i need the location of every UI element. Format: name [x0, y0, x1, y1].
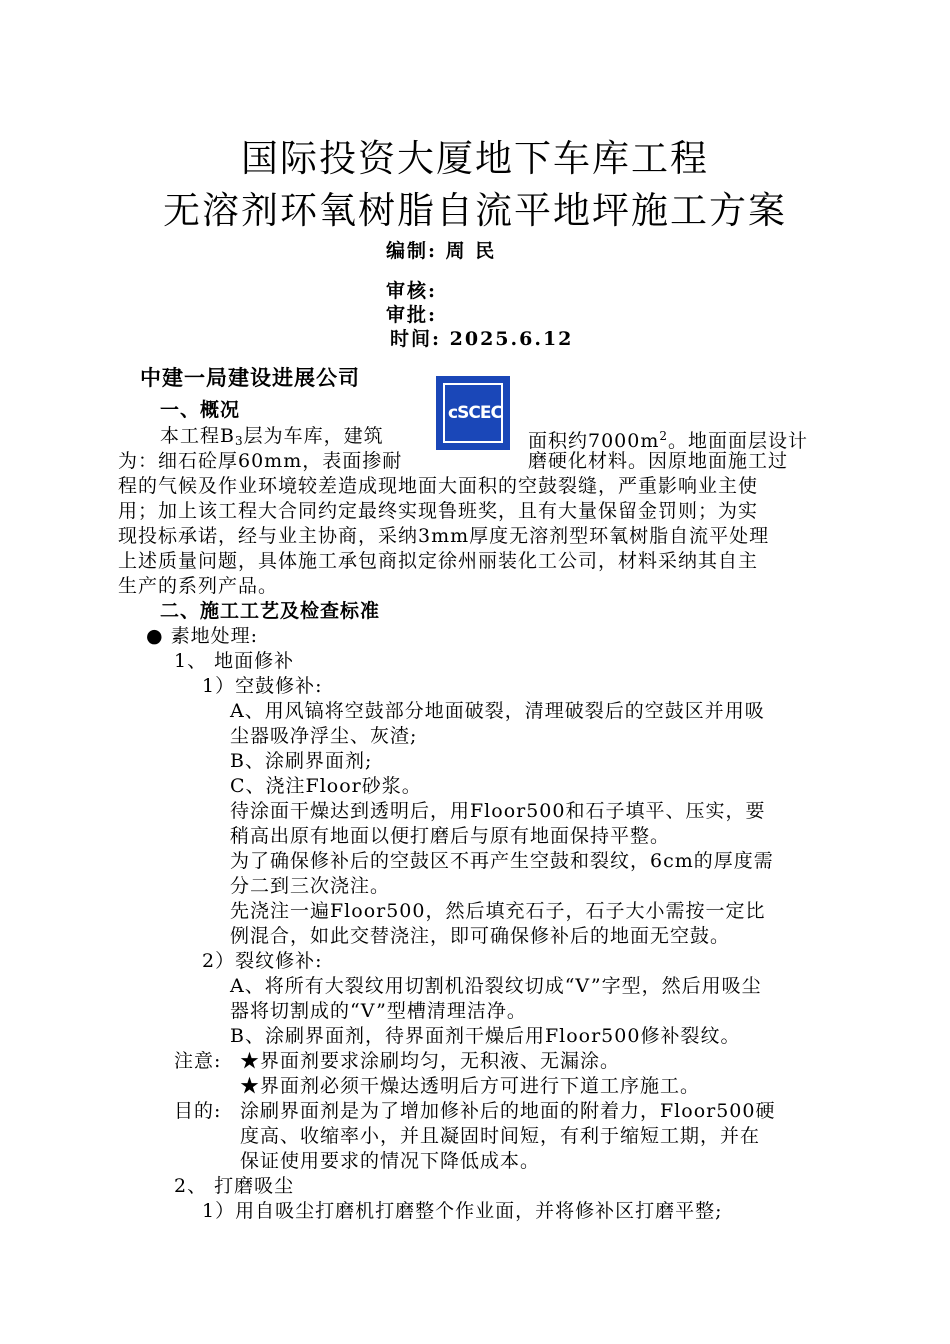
sub1-heading: 1）空鼓修补:: [202, 675, 323, 697]
sub1-line: 稍高出原有地面以便打磨后与原有地面保持平整。: [230, 825, 671, 847]
section1-paragraph-start: 本工程$B_3$层为车库，建筑: [160, 425, 384, 448]
document-title-line1: 国际投资大厦地下车库工程: [241, 137, 709, 180]
sub1-line: 为了确保修补后的空鼓区不再产生空鼓和裂纹，6cm的厚度需: [230, 850, 774, 872]
section1-line: 用；加上该工程大合同约定最终实现鲁班奖，且有大量保留金罚则；为实: [118, 500, 759, 522]
sub1-line: A、用风镐将空鼓部分地面破裂，清理破裂后的空鼓区并用吸: [230, 700, 765, 722]
section1-heading: 一、概况: [160, 399, 241, 421]
sub1-line: 分二到三次浇注。: [230, 875, 391, 897]
section1-line: 上述质量问题，具体施工承包商拟定徐州丽装化工公司，材料采纳其自主: [118, 550, 759, 572]
section1-line: 现投标承诺，经与业主协商，采纳3mm厚度无溶剂型环氧树脂自流平处理: [118, 525, 770, 547]
sub1-line: 先浇注一遍Floor500，然后填充石子，石子大小需按一定比: [230, 900, 766, 922]
reviewer-line: 审核:: [386, 280, 438, 302]
document-title-line2: 无溶剂环氧树脂自流平地坪施工方案: [163, 189, 787, 232]
sub1-line: B、涂刷界面剂;: [230, 750, 373, 772]
sub2-line: A、将所有大裂纹用切割机沿裂纹切成“V”字型，然后用吸尘: [230, 975, 762, 997]
section2-heading: 二、施工工艺及检查标准: [160, 600, 381, 622]
sub2-heading: 2）裂纹修补:: [202, 950, 323, 972]
purpose-line: 涂刷界面剂是为了增加修补后的地面的附着力，Floor500硬: [240, 1100, 776, 1122]
sub2-line: 器将切割成的“V”型槽清理洁净。: [230, 1000, 527, 1022]
section1-line: 程的气候及作业环境较差造成现地面大面积的空鼓裂缝，严重影响业主使: [118, 475, 759, 497]
cscec-logo: [436, 376, 510, 450]
note-label: 注意:: [174, 1050, 222, 1072]
compiler-line: 编制: 周 民: [386, 240, 497, 262]
sub1-line: C、浇注Floor砂浆。: [230, 775, 422, 797]
sub1-line: 例混合，如此交替浇注，即可确保修补后的地面无空鼓。: [230, 925, 731, 947]
section1-line: 生产的系列产品。: [118, 575, 279, 597]
section1-line2b: 磨硬化材料。因原地面施工过: [528, 450, 789, 472]
purpose-line: 度高、收缩率小，并且凝固时间短，有利于缩短工期，并在: [240, 1125, 761, 1147]
section1-line2a: 为：细石砼厚60mm，表面掺耐: [118, 450, 403, 472]
note-line: ★界面剂必须干燥达透明后方可进行下道工序施工。: [240, 1075, 701, 1097]
approver-line: 审批:: [386, 304, 438, 326]
item2-heading: 2、 打磨吸尘: [174, 1175, 295, 1197]
logo-text: cSCEC: [448, 403, 502, 423]
bullet-site-treatment: ● 素地处理:: [146, 625, 259, 647]
note-line: ★界面剂要求涂刷均匀，无积液、无漏涂。: [240, 1050, 621, 1072]
item1-heading: 1、 地面修补: [174, 650, 295, 672]
purpose-line: 保证使用要求的情况下降低成本。: [240, 1150, 541, 1172]
sub1-line: 待涂面干燥达到透明后，用Floor500和石子填平、压实，要: [230, 800, 766, 822]
section1-area-text: 面积约$7000m^2$。地面面层设计: [528, 429, 809, 452]
purpose-label: 目的:: [174, 1100, 222, 1122]
sub1-line: 尘器吸净浮尘、灰渣;: [230, 725, 418, 747]
item2-sub-line: 1）用自吸尘打磨机打磨整个作业面，并将修补区打磨平整;: [202, 1200, 723, 1222]
date-line: 时间: 2025.6.12: [390, 328, 574, 350]
company-name: 中建一局建设进展公司: [140, 365, 360, 390]
sub2-line: B、涂刷界面剂，待界面剂干燥后用Floor500修补裂纹。: [230, 1025, 741, 1047]
